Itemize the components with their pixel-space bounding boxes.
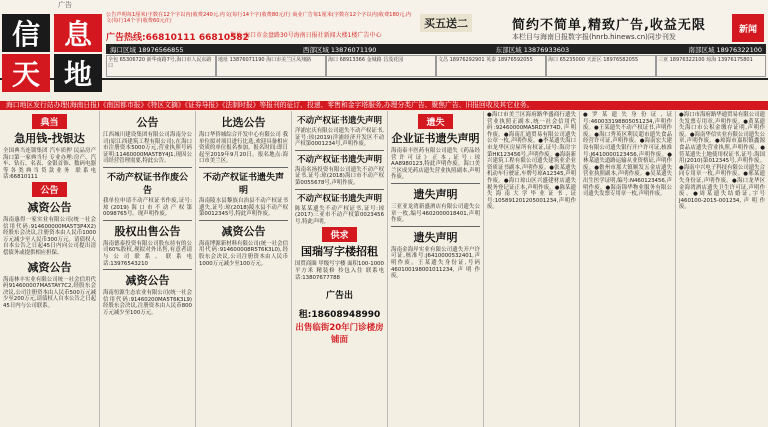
promo-badge: 买五送二: [420, 14, 472, 32]
notice-body: 海南德泰投资有限公司股东持有的公司60%股权,现拟对外出售,有意者请与公司联系。联系电话:13976543210: [103, 240, 192, 267]
logo-char-2: 息: [54, 14, 102, 52]
divider: [103, 220, 192, 221]
directory-cell: 文昌 18976292901 英泰 18976592055: [436, 55, 546, 77]
notice-body: ●海口市美兰区海府路华盛商行遗失营业执照正副本,统一社会信用代码:92460000MA5RD3Y74D,声明作废。●海南汇通贸易有限公司遗失公章一枚,声明作废。●李某遗失海口市龙华区房屋所有权证,证号:海房字第HK123456号,声明作废。●海南新兴建筑工程有限公司遗失建筑业企业资质证书副本,声明作废。●张某遗失机动车行驶证,车牌号琼A12345,声明作废。●海口琼山区兴盛建材店遗失税务登记证正本,声明作废。●陈某遗失海南大学毕业证书,证号:105891201205001234,声明作废。: [487, 112, 576, 211]
notice-body: 洋浦宏庆有限公司遗失不动产权证书,证号:琼(2019)洋浦经济开发区不动产权第0001234号,声明作废。: [295, 128, 384, 148]
section-header-notice: [3, 183, 96, 197]
notice-title: 遗失声明: [413, 230, 458, 244]
dept-south: 南部区域 18976322100: [688, 45, 762, 54]
header-subslogan: 本栏目与海南日报数字报(hnrb.hinews.cn)同步刊发: [512, 33, 676, 41]
rental-hotline: [295, 283, 384, 321]
notice-body: 海南林丰实业有限公司统一社会信用代码914600007MA5TAY7C2,经股东会决议,公司注册资本由人民币500万元减少至200万元,请债权人自本公告之日起45日内与公司联系。: [3, 276, 96, 309]
distribution-banner: 海口地区发行站办理(海南日报)《南国都市报》《特区文摘》《证券导报》《法制时报》等报刊的征订、投递、零售和金字塔服务,办理分类广告、聚焦广告、旧报回收及其它业务。: [0, 101, 768, 110]
notice-title: 减资公告: [27, 260, 72, 274]
column-notices-3: [196, 111, 292, 427]
dept-haikou: 海口区域 18976566855: [110, 45, 184, 54]
ad-title: 国瑞写字楼招租: [301, 245, 378, 259]
notice-body: 海南惠得一家实业有限公司(统一社会信用代码:914600000MA5T3P4X2)经股东会决议,注册资本由人民币1000万元减少至人民币300万元。请债权人自本公告之日起45日内向公司提出清偿债务或提供相应担保。: [3, 216, 96, 256]
divider: [295, 189, 384, 190]
notice-body: ●海口市海府路华通贸易有限公司遗失发票专用章,声明作废。●黄某遗失海口市公积金缴存证明,声明作废。●海南华信实业有限公司遗失公章,声明作废。●琼海市嘉积镇鑫源食品店遗失营业执照,声明作废。●符某遗失土地使用权证书,证号:海国用(2010)第012345号,声明作废。●海南中兴电子科技有限公司遗失合同专用章一枚,声明作废。●邢某遗失身份证,声明作废。●海口龙华区金海湾酒店遗失卫生许可证,声明作废。●周某遗失结婚证,字号J460100-2015-001234,声明作废。: [679, 112, 765, 211]
page-label: 广告: [58, 1, 72, 9]
notice-title: 企业证书遗失声明: [391, 132, 480, 145]
divider: [391, 183, 480, 184]
directory-cell: 海口 68913366 金城路 昌茂花园: [326, 55, 436, 77]
notice-title: 股权出售公告: [114, 224, 181, 238]
section-label: 公告: [32, 182, 66, 197]
column-pawn: [0, 111, 100, 427]
dept-east: 东部区域 13876933603: [495, 45, 570, 54]
section-label: 遗失: [418, 114, 452, 129]
column-lost: [388, 111, 484, 427]
column-notices-4: [292, 111, 388, 427]
ad-title: 急用钱-找银达: [14, 132, 85, 145]
section-header-supply: [295, 227, 384, 241]
dept-west: 西部区域 13876071190: [302, 45, 377, 54]
notice-title: 公告: [136, 116, 159, 129]
directory-cell: 海口 65235000 天涯区 18976582055: [546, 55, 656, 77]
ad-pricing-info: 公告声明每1厘米(字数在12个字以内)收费240元,内文(每行14个字)收费80元/行 商业广告每1厘米(字数在12个字以内)收费180元,内文(每行14个字)收费60元/行: [106, 12, 412, 25]
notice-title: 减资公告: [125, 274, 170, 288]
notice-body: 海南陵水县黎族自治县不动产权证书遗失,证号:琼(2018)陵水县不动产权第0012345号,特此声明作废。: [199, 197, 288, 218]
masthead-logo: [2, 14, 104, 106]
logo-char-1: 信: [2, 14, 50, 52]
divider: [295, 150, 384, 151]
directory-cell: 地址 13876071190 海口市美兰区凤翔路: [216, 55, 326, 77]
section-label: 供求: [322, 227, 356, 242]
column-lost-list-2: [580, 111, 676, 427]
notice-title: 不动产权证书遗失声明: [296, 116, 382, 126]
regional-departments: [106, 44, 766, 54]
notice-title: 减资公告: [221, 224, 266, 238]
divider: [103, 269, 192, 270]
notice-title: 比选公告: [221, 116, 266, 129]
notice-body: 三亚亚龙湾新盛酒店有限公司遗失公章一枚,编号4602000018401,声明作废。: [391, 203, 480, 224]
column-lost-list-1: [484, 111, 580, 427]
section-label: 典当: [32, 114, 66, 129]
ad-address: 地址:海口市金盘路30号海南日报社新闻大楼1楼广告中心: [230, 32, 382, 39]
page-header: [0, 0, 768, 91]
hotline-label: 广告出租:: [298, 291, 353, 321]
notice-body: 我单位申请不动产权证书作废,证号:琼(2019)海口市不动产权第0098765号。现声明作废。: [103, 197, 192, 218]
notice-title: 遗失声明: [413, 187, 458, 201]
column-notices-2: [100, 111, 196, 427]
divider: [199, 167, 288, 168]
notice-body: 海南名扬投资有限公司遗失不动产权证书,证号:琼(2018)海口市不动产权第0055678号,声明作废。: [295, 166, 384, 186]
divider: [103, 167, 192, 168]
section-header-lost: [391, 114, 480, 128]
divider: [391, 226, 480, 227]
notice-body: 江西城川建设集团有限公司海南分公司(原江西建筑工程有限公司),在海口市注册资本5000万元,营业执照号码证明:11460000MA5T8Y4J1,现因公司经营管理需要,特此公告。: [103, 132, 192, 165]
bottom-ad: 出售临街20年门诊楼房铺面: [295, 323, 384, 346]
ad-body: 国贸商圈 甲级写字楼 面积100-1000平方米 精装修 拎包入住 联系电话:13807677788: [295, 261, 384, 281]
notice-body: 海南恒源生态农业有限公司(统一社会信用代码:91460200MA5T6K3L9)经股东会决议,注册资本由人民币800万元减少至100万元。: [103, 290, 192, 316]
divider: [199, 220, 288, 221]
notice-body: 海南泰丰医药有限公司遗失《药品经营许可证》正本,证号:琼AA8980123,特此声明作废。海口美兰区成光药店遗失营业执照副本,声明作废。: [391, 148, 480, 181]
notice-title: 不动产权证书遗失声明: [296, 154, 382, 165]
notice-title: 不动产权证书遗失声明: [202, 172, 284, 196]
section-header-pawn: [3, 114, 96, 128]
notice-body: 海口华侨城综合开发中心有限公司 我单位拟对项目进行比选,欢迎具备相应资质的单位报名参加。报名时间:即日起至2019年9月20日。报名地点:海口市美兰区。: [199, 132, 288, 165]
column-lost-list-3: [676, 111, 768, 427]
logo-char-4: 地: [54, 54, 102, 92]
notice-body: 海南博源新材料有限公司(统一社会信用代码:914600008R5T6K3L0),经股东会决议,公司注册资本由人民币1000万元减少至100万元。: [199, 240, 288, 267]
notice-body: 陈某某遗失不动产权证书,证号:琼(2017)三亚市不动产权第0023456号,特此声明。: [295, 205, 384, 225]
notice-title: 不动产权证书作废公告: [106, 172, 188, 196]
ad-hotline: 广告热线:66810111 66810582: [106, 33, 249, 43]
notice-body: 海南金海岸实业有限公司遗失开户许可证,核准号:J6410000532401,声明作废。王某遗失身份证,号码460100198001011234,声明作废。: [391, 246, 480, 280]
directory-cell: 三亚 18976322100 琼海 13976175801: [656, 55, 766, 77]
directory-cell: 全包 65306720 新华南路7号,海口市人民东路口: [106, 55, 216, 77]
ad-body: 全国典当连锁集团 汽车质押 民品房产 海口第一家典当行 专业办理:房产、汽车、钻石、名表、金银首饰、数码电器等各类典当贷款业务 联系电话:66810111: [3, 148, 96, 181]
notice-title: 不动产权证书遗失声明: [296, 193, 382, 204]
logo-char-3: 天: [2, 54, 50, 92]
notice-title: 减资公告: [27, 200, 72, 214]
notice-body: ●罗某遗失身份证,证号:460033198805051234,声明作废。●王某遗失不动产权证书,声明作废。●海口秀英区利民超市遗失食品经营许可证,声明作废。●海南宏大建设有限公司遗失银行开户许可证,核准号:J6410000123456,声明作废。●林某遗失道路运输从业资格证,声明作废。●儋州市那大镇顺发五金店遗失营业执照副本,声明作废。●吴某遗失出生医学证明,编号:N460123456,声明作废。●海南锦华物业服务有限公司遗失发票专用章一枚,声明作废。: [583, 112, 672, 198]
office-directory: [106, 55, 766, 77]
hotline-number: 18608948990: [311, 310, 381, 321]
news-badge: 新闻: [732, 14, 764, 42]
header-slogan: 简约不简单,精致广告,收益无限: [512, 18, 706, 33]
